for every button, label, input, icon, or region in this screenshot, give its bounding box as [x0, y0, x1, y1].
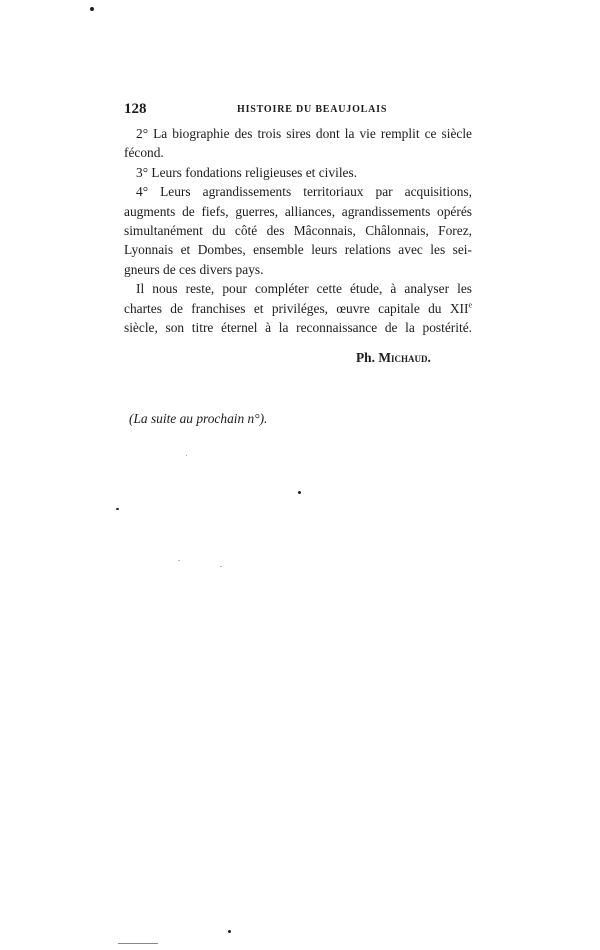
text-line: 4° Leurs agrandissements territoriaux par acquisitions,: [136, 184, 472, 200]
text-line: Il nous reste, pour compléter cette étude, à analyser les: [136, 281, 472, 297]
page-header: [124, 101, 472, 117]
paragraph-territorial-growth: [124, 182, 472, 279]
text-line: simultanément du côté des Mâconnais, Châlonnais, Forez,: [124, 223, 472, 239]
author-signature: [356, 350, 431, 366]
scan-speck: [228, 930, 231, 933]
text-line: siècle, son titre éternel à la reconnaissance de la postérité.: [124, 320, 472, 336]
bottom-rule: [118, 943, 158, 944]
signature-name: Michaud.: [378, 350, 431, 365]
scan-speck: [220, 566, 222, 567]
paragraph-charters: [124, 279, 472, 337]
scan-speck: [186, 455, 187, 456]
scan-speck: [298, 491, 301, 494]
text-line: Lyonnais et Dombes, ensemble leurs relations avec les sei-: [124, 242, 472, 258]
text-line: fécond.: [124, 145, 164, 161]
text-line: 2° La biographie des trois sires dont la vie remplit ce siècle: [136, 126, 472, 141]
paragraph-biography: [124, 124, 472, 163]
text-line: augments de fiefs, guerres, alliances, agrandissements opérés: [124, 203, 472, 219]
text-line: [124, 299, 472, 318]
continuation-note: (La suite au prochain n°).: [129, 411, 268, 426]
body-text: [124, 124, 472, 337]
scan-speck: [116, 508, 119, 510]
paragraph-foundations: [124, 163, 472, 182]
text-line-content: chartes de franchises et priviléges, œuvre capitale du XII: [124, 300, 469, 316]
text-line: gneurs de ces divers pays.: [124, 261, 264, 277]
page-number: 128: [124, 101, 147, 117]
scan-speck: [90, 7, 94, 11]
scan-speck: [178, 560, 180, 561]
text-line: 3° Leurs fondations religieuses et civiles.: [136, 164, 358, 180]
signature-prefix: Ph.: [356, 350, 379, 365]
superscript: e: [468, 300, 472, 310]
running-title: HISTOIRE DU BEAUJOLAIS: [237, 104, 388, 115]
